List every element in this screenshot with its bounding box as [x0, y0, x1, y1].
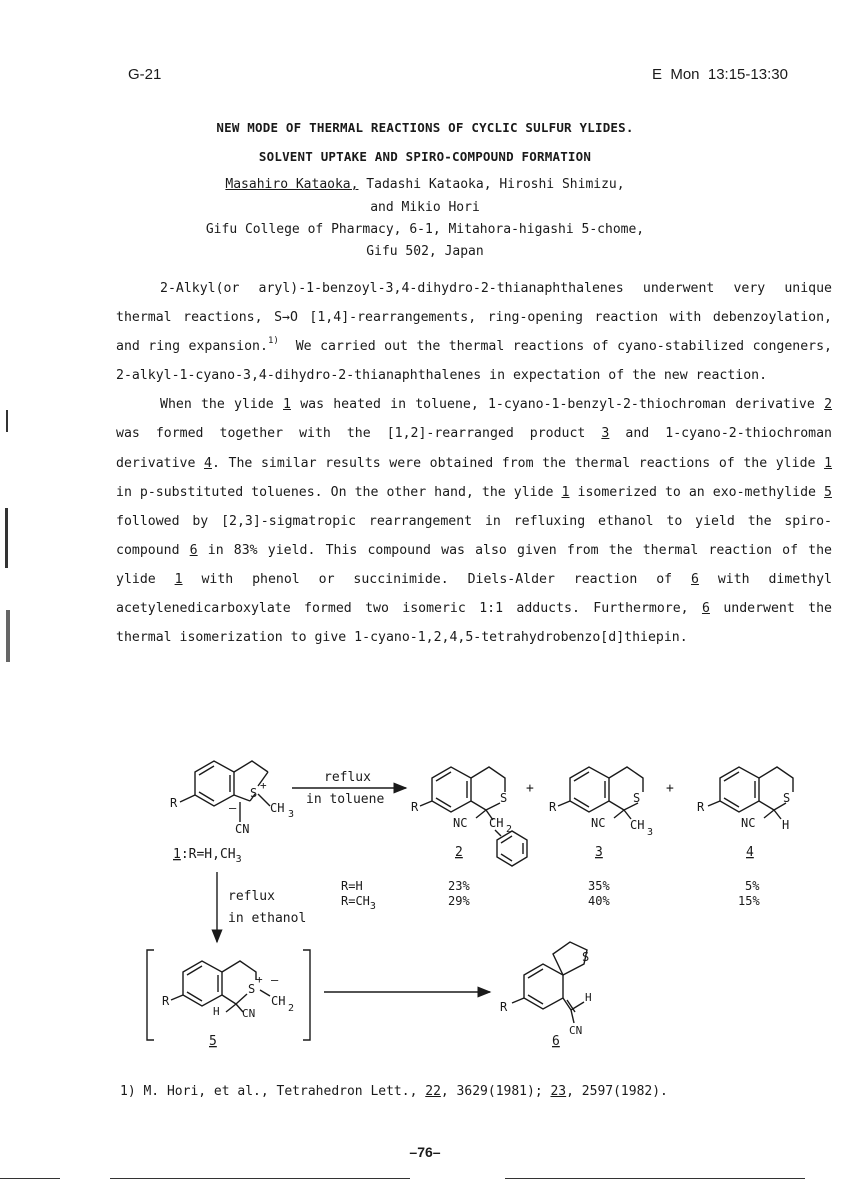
p2-seg: with phenol or succinimide. Diels-Alder reaction of — [182, 571, 691, 587]
page-number: –76– — [409, 1144, 441, 1160]
yield-table — [341, 879, 760, 912]
yield-row-r-main: R=CH — [341, 894, 370, 908]
p2-seg: and 1-cyano-2-thiochroman derivative — [116, 426, 832, 471]
paper-title-line1: NEW MODE OF THERMAL REACTIONS OF CYCLIC SULFUR YLIDES. — [216, 120, 634, 135]
yield-value: 5% — [745, 879, 760, 893]
charge-plus: + — [260, 779, 267, 792]
atom-H: H — [213, 1005, 220, 1018]
subscript: 2 — [288, 1003, 295, 1014]
compound-ref: 4 — [204, 455, 212, 471]
compound-3-label: 3 — [595, 845, 603, 860]
group-CH2: CH — [271, 994, 286, 1008]
yield-value: 35% — [588, 879, 610, 893]
compound-3-structure — [549, 767, 653, 838]
compound-ref: 1 — [283, 397, 291, 413]
reference-1 — [120, 1084, 668, 1099]
reference-text: , 3629(1981); — [440, 1084, 551, 1099]
atom-R: R — [170, 796, 178, 810]
atom-R: R — [697, 800, 705, 814]
paragraph-1-text-b: We carried out the thermal reactions of cyano-stabilized congeners, 2-alkyl-1-cyano-3,4-dihydro-2-thianaphthalenes in expectation of the new reaction. — [116, 339, 840, 384]
compound-1-structure — [170, 761, 294, 836]
scan-mark — [5, 508, 8, 568]
compound-ref: 6 — [690, 571, 699, 587]
group-CN: CN — [569, 1024, 583, 1037]
compound-6-label: 6 — [552, 1034, 560, 1049]
reference-text: , 2597(1982). — [566, 1084, 668, 1099]
compound-ref: 5 — [824, 484, 832, 500]
scan-mark — [6, 410, 8, 432]
atom-S: S — [582, 950, 590, 964]
yield-value: 40% — [588, 894, 610, 908]
arrow1-condition-top: reflux — [324, 770, 371, 785]
paragraph-1-text-a: 2-Alkyl(or aryl)-1-benzoyl-3,4-dihydro-2-thianaphthalenes underwent very unique thermal reactions, S→O [1,4]-rearrangements, ring-opening reaction with debenzoylation, and ring expansion. — [116, 281, 832, 355]
abstract-body — [116, 274, 840, 652]
label-1-sub: 3 — [235, 854, 242, 865]
p2-seg: in 83% yield. This compound was also given from the thermal reaction of the ylide — [116, 542, 832, 587]
group-NC: NC — [741, 816, 756, 830]
yield-row-r-sub: 3 — [369, 901, 376, 912]
arrow1-condition-bottom: in toluene — [306, 792, 385, 807]
yield-value: 15% — [738, 894, 760, 908]
group-NC: NC — [453, 816, 468, 830]
yield-row-r: R=H — [341, 879, 363, 893]
atom-R: R — [500, 1000, 508, 1014]
scan-rule — [0, 1178, 60, 1179]
group-CH2: CH — [489, 816, 504, 830]
compound-ref: 1 — [824, 455, 833, 471]
atom-S: S — [783, 791, 791, 805]
compound-2-label: 2 — [455, 845, 463, 860]
session-code: G-21 — [128, 66, 162, 83]
compound-ref: 1 — [561, 484, 570, 500]
charge-minus: – — [229, 801, 237, 815]
session-time: E Mon 13:15-13:30 — [652, 66, 788, 83]
group-CN: CN — [235, 822, 250, 836]
compound-ref: 1 — [174, 571, 183, 587]
yield-value: 29% — [448, 894, 470, 908]
compound-6-structure — [500, 942, 592, 1037]
yield-row-r — [341, 894, 376, 912]
atom-R: R — [549, 800, 557, 814]
reference-volume: 22 — [425, 1084, 441, 1099]
affiliation-city: Gifu 502, Japan — [366, 244, 484, 259]
charge-plus: + — [256, 973, 263, 986]
compound-ref: 3 — [601, 426, 610, 442]
atom-S: S — [250, 786, 258, 800]
compound-2-structure — [411, 767, 527, 866]
paragraph-2 — [116, 390, 832, 652]
group-NC: NC — [591, 816, 606, 830]
authors-line2: and Mikio Hori — [370, 200, 480, 215]
atom-S: S — [248, 982, 256, 996]
p2-seg: was formed together with the [1,2]-rearranged product — [116, 426, 602, 442]
charge-minus: – — [271, 973, 279, 987]
label-1-rest: :R=H,CH — [180, 847, 236, 862]
atom-R: R — [162, 994, 170, 1008]
reference-text: 1) M. Hori, et al., Tetrahedron Lett., — [120, 1084, 426, 1099]
atom-R: R — [411, 800, 419, 814]
plus-sign: + — [526, 781, 534, 796]
compound-4-structure — [697, 767, 793, 832]
arrow2-condition-top: reflux — [228, 889, 275, 904]
subscript: 2 — [506, 824, 513, 835]
presenting-author: Masahiro Kataoka, — [225, 177, 359, 192]
p2-seg: isomerized to an exo-methylide — [569, 484, 825, 500]
p2-seg: with dimethyl acetylenedicarboxylate formed two isomeric 1:1 adducts. Furthermore, — [116, 571, 833, 617]
compound-5-structure — [162, 961, 294, 1020]
paragraph-1 — [116, 274, 840, 390]
compound-5-label: 5 — [209, 1034, 217, 1049]
atom-H: H — [585, 991, 592, 1004]
arrow2-condition-bottom: in ethanol — [228, 911, 307, 926]
p2-seg: . The similar results were obtained from the thermal reactions of the ylide — [211, 455, 825, 471]
compound-ref: 6 — [189, 542, 198, 558]
group-CN: CN — [242, 1007, 256, 1020]
compound-1-label — [173, 847, 242, 865]
scan-rule — [110, 1178, 410, 1179]
reaction-scheme — [0, 740, 850, 1070]
scan-mark — [6, 610, 10, 662]
reference-volume: 23 — [550, 1084, 567, 1099]
compound-ref: 2 — [824, 397, 833, 413]
p2-seg: When the ylide — [160, 397, 283, 413]
bracket-right — [303, 950, 310, 1040]
p2-seg: in p-substituted toluenes. On the other hand, the ylide — [116, 484, 562, 500]
atom-S: S — [633, 791, 641, 805]
label-1: 1 — [173, 847, 181, 862]
subscript: 3 — [288, 809, 295, 820]
footnote-ref: 1) — [267, 336, 279, 347]
coauthors: Tadashi Kataoka, Hiroshi Shimizu, — [358, 177, 625, 192]
scan-rule — [505, 1178, 805, 1179]
authors-line1 — [0, 177, 850, 192]
bracket-left — [147, 950, 154, 1040]
subscript: 3 — [647, 827, 654, 838]
atom-S: S — [500, 791, 508, 805]
p2-seg: was heated in toluene, 1-cyano-1-benzyl-2-thiochroman derivative — [290, 397, 825, 413]
affiliation: Gifu College of Pharmacy, 6-1, Mitahora-higashi 5-chome, — [205, 222, 645, 237]
compound-ref: 6 — [701, 601, 710, 617]
p2-seg: underwent the thermal isomerization to give 1-cyano-1,2,4,5-tetrahydrobenzo[d]thiepin. — [116, 601, 832, 646]
compound-4-label: 4 — [746, 845, 754, 860]
paper-title-line2: SOLVENT UPTAKE AND SPIRO-COMPOUND FORMATION — [258, 149, 592, 164]
p2-seg: followed by [2,3]-sigmatropic rearrangement in refluxing ethanol to yield the spiro-compound — [116, 513, 832, 558]
group-CH3: CH — [270, 801, 285, 815]
plus-sign: + — [666, 781, 674, 796]
atom-H: H — [782, 818, 790, 832]
group-CH3: CH — [630, 818, 645, 832]
yield-value: 23% — [448, 879, 470, 893]
